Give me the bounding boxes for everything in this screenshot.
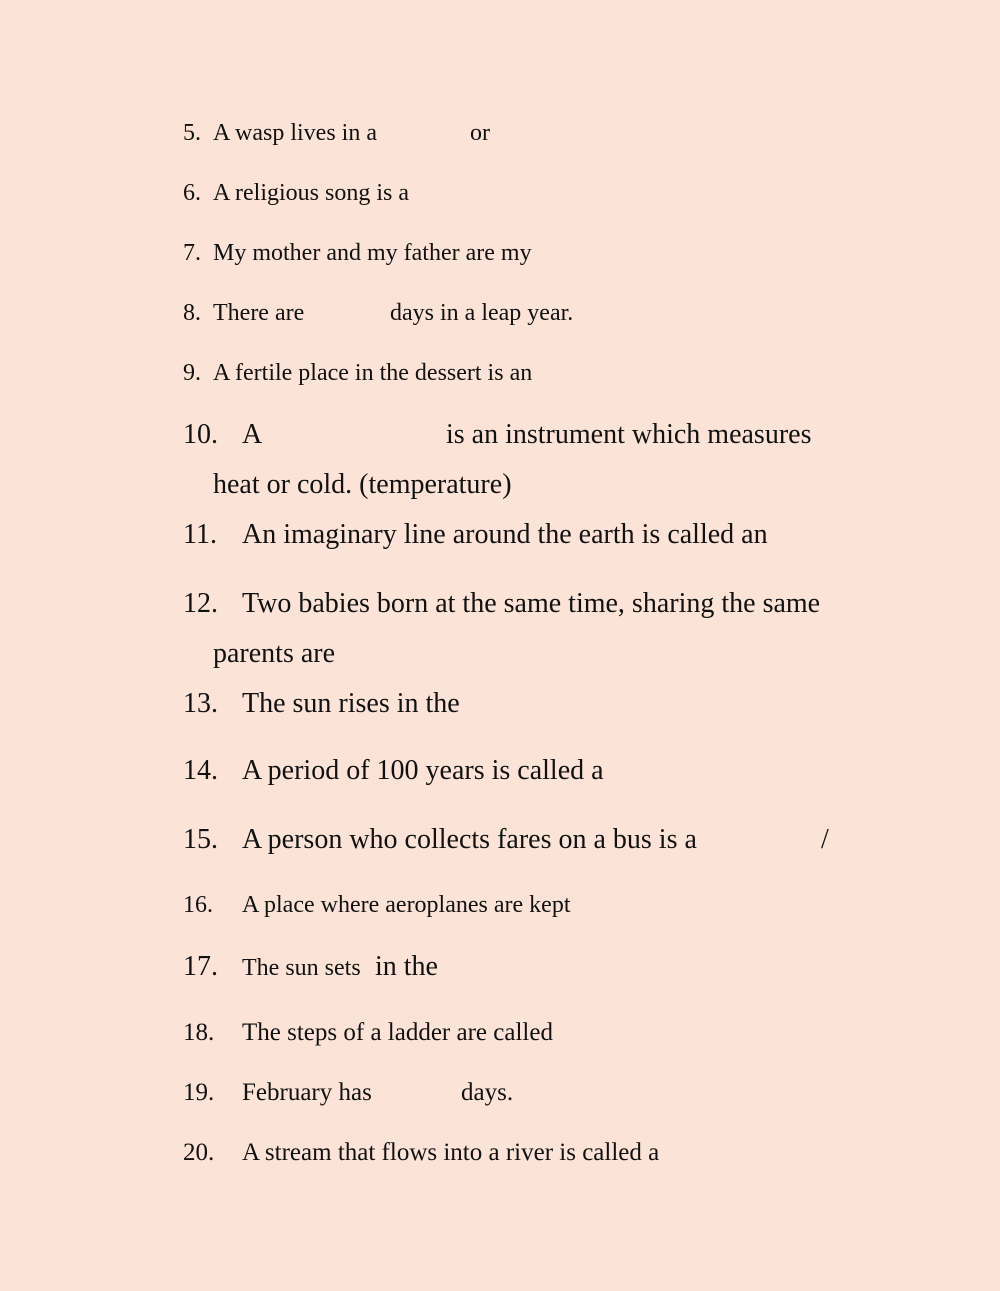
question-number: 12. xyxy=(183,588,218,619)
question-text: The steps of a ladder are called xyxy=(242,1019,553,1046)
question-text: parents are xyxy=(213,638,336,669)
question-text: The sun sets xyxy=(242,955,361,981)
question-text: A religious song is a xyxy=(213,180,409,206)
question-number: 14. xyxy=(183,755,218,786)
question-text: or xyxy=(470,120,490,146)
question-number: 17. xyxy=(183,951,218,982)
question-text: heat or cold. (temperature) xyxy=(213,469,512,500)
question-text: A stream that flows into a river is called a xyxy=(242,1139,660,1166)
question-number: 10. xyxy=(183,419,218,450)
question-number: 6. xyxy=(183,180,201,206)
question-text: An imaginary line around the earth is called an xyxy=(242,519,768,550)
question-text: A fertile place in the dessert is an xyxy=(213,360,533,386)
question-number: 18. xyxy=(183,1019,215,1046)
question-number: 19. xyxy=(183,1079,215,1106)
question-text: in the xyxy=(375,951,438,982)
question-text: A wasp lives in a xyxy=(213,120,377,146)
question-number: 7. xyxy=(183,240,201,266)
question-number: 20. xyxy=(183,1139,215,1166)
question-text: February has xyxy=(242,1079,372,1106)
question-text: A period of 100 years is called a xyxy=(242,755,604,786)
question-text: days in a leap year. xyxy=(390,300,574,326)
question-number: 8. xyxy=(183,300,201,326)
question-number: 13. xyxy=(183,688,218,719)
question-text: A xyxy=(242,419,263,450)
question-number: 15. xyxy=(183,824,218,855)
question-text: Two babies born at the same time, sharing the same xyxy=(242,588,821,619)
question-number: 5. xyxy=(183,120,201,146)
question-text: A place where aeroplanes are kept xyxy=(242,892,571,918)
question-number: 11. xyxy=(183,519,217,550)
question-text: is an instrument which measures xyxy=(446,419,812,450)
question-text: days. xyxy=(461,1079,514,1106)
question-text: There are xyxy=(213,300,305,326)
question-text: The sun rises in the xyxy=(242,688,460,719)
question-number: 9. xyxy=(183,360,201,386)
question-text: My mother and my father are my xyxy=(213,240,532,266)
question-text: / xyxy=(821,824,829,855)
question-number: 16. xyxy=(183,892,213,918)
question-text: A person who collects fares on a bus is a xyxy=(242,824,697,855)
